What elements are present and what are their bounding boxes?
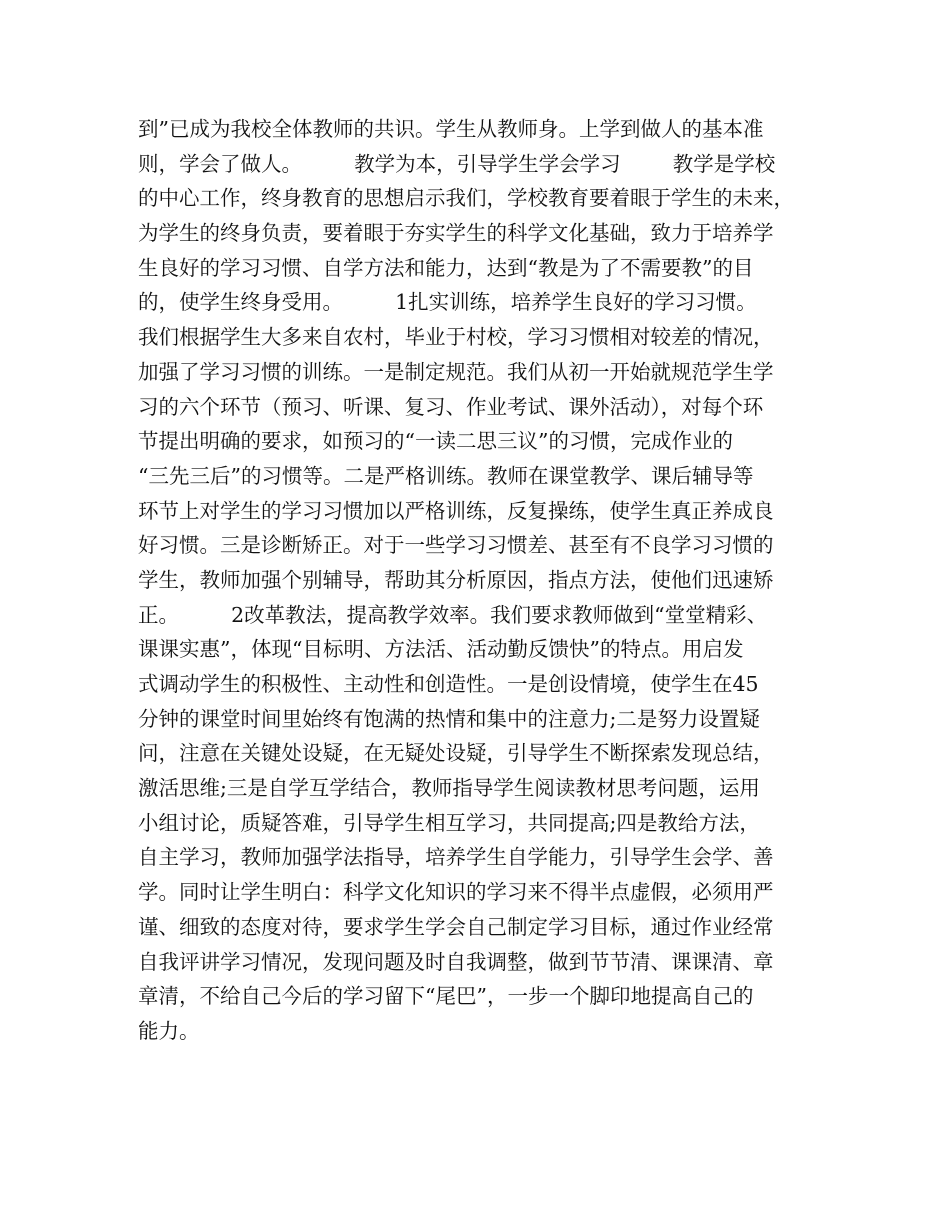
text-line: 习的六个环节（预习、听课、复习、作业考试、课外活动），对每个环	[138, 394, 764, 419]
text-line: 的中心工作，终身教育的思想启示我们，学校教育要着眼于学生的未来，	[138, 186, 794, 211]
text-line: 正。 2改革教法，提高教学效率。我们要求教师做到“堂堂精彩、	[138, 602, 768, 627]
text-line: 的，使学生终身受用。 1扎实训练，培养学生良好的学习习惯。	[138, 290, 757, 315]
text-line: 式调动学生的积极性、主动性和创造性。一是创设情境，使学生在45	[138, 672, 759, 696]
text-line: 则，学会了做人。 教学为本，引导学生学会学习 教学是学校	[138, 151, 776, 176]
text-line: “三先三后”的习惯等。二是严格训练。教师在课堂教学、课后辅导等	[138, 463, 754, 488]
text-line: 为学生的终身负责，要着眼于夯实学生的科学文化基础，致力于培养学	[138, 221, 774, 246]
text-line: 我们根据学生大多来自农村，毕业于村校，学习习惯相对较差的情况，	[138, 325, 774, 350]
text-line: 能力。	[138, 1018, 200, 1043]
body-text	[138, 112, 818, 1049]
text-line: 加强了学习习惯的训练。一是制定规范。我们从初一开始就规范学生学	[138, 359, 774, 384]
text-line: 课课实惠”，体现“目标明、方法活、活动勤反馈快”的特点。用启发	[138, 637, 744, 662]
text-line: 章清，不给自己今后的学习留下“尾巴”，一步一个脚印地提高自己的	[138, 984, 754, 1009]
text-line: 自我评讲学习情况，发现问题及时自我调整，做到节节清、课课清、章	[138, 949, 774, 974]
text-line: 生良好的学习习惯、自学方法和能力，达到“教是为了不需要教”的目	[138, 255, 754, 280]
text-line: 激活思维;三是自学互学结合，教师指导学生阅读教材思考问题，运用	[138, 776, 760, 801]
text-line: 到”已成为我校全体教师的共识。学生从教师身。上学到做人的基本准	[138, 117, 764, 141]
text-line: 小组讨论，质疑答难，引导学生相互学习，共同提高;四是教给方法，	[138, 810, 760, 835]
text-line: 问，注意在关键处设疑，在无疑处设疑，引导学生不断探索发现总结，	[138, 741, 774, 766]
text-line: 自主学习，教师加强学法指导，培养学生自学能力，引导学生会学、善	[138, 845, 774, 870]
text-line: 环节上对学生的学习习惯加以严格训练，反复操练，使学生真正养成良	[138, 498, 774, 523]
text-line: 好习惯。三是诊断矫正。对于一些学习习惯差、甚至有不良学习习惯的	[138, 533, 774, 558]
text-line: 学。同时让学生明白：科学文化知识的学习来不得半点虚假，必须用严	[138, 880, 774, 905]
text-line: 分钟的课堂时间里始终有饱满的热情和集中的注意力;二是努力设置疑	[138, 706, 760, 731]
text-line: 节提出明确的要求，如预习的“一读二思三议”的习惯，完成作业的	[138, 429, 733, 454]
text-line: 学生，教师加强个别辅导，帮助其分析原因，指点方法，使他们迅速矫	[138, 567, 774, 592]
text-line: 谨、细致的态度对待，要求学生学会自己制定学习目标，通过作业经常	[138, 914, 774, 939]
